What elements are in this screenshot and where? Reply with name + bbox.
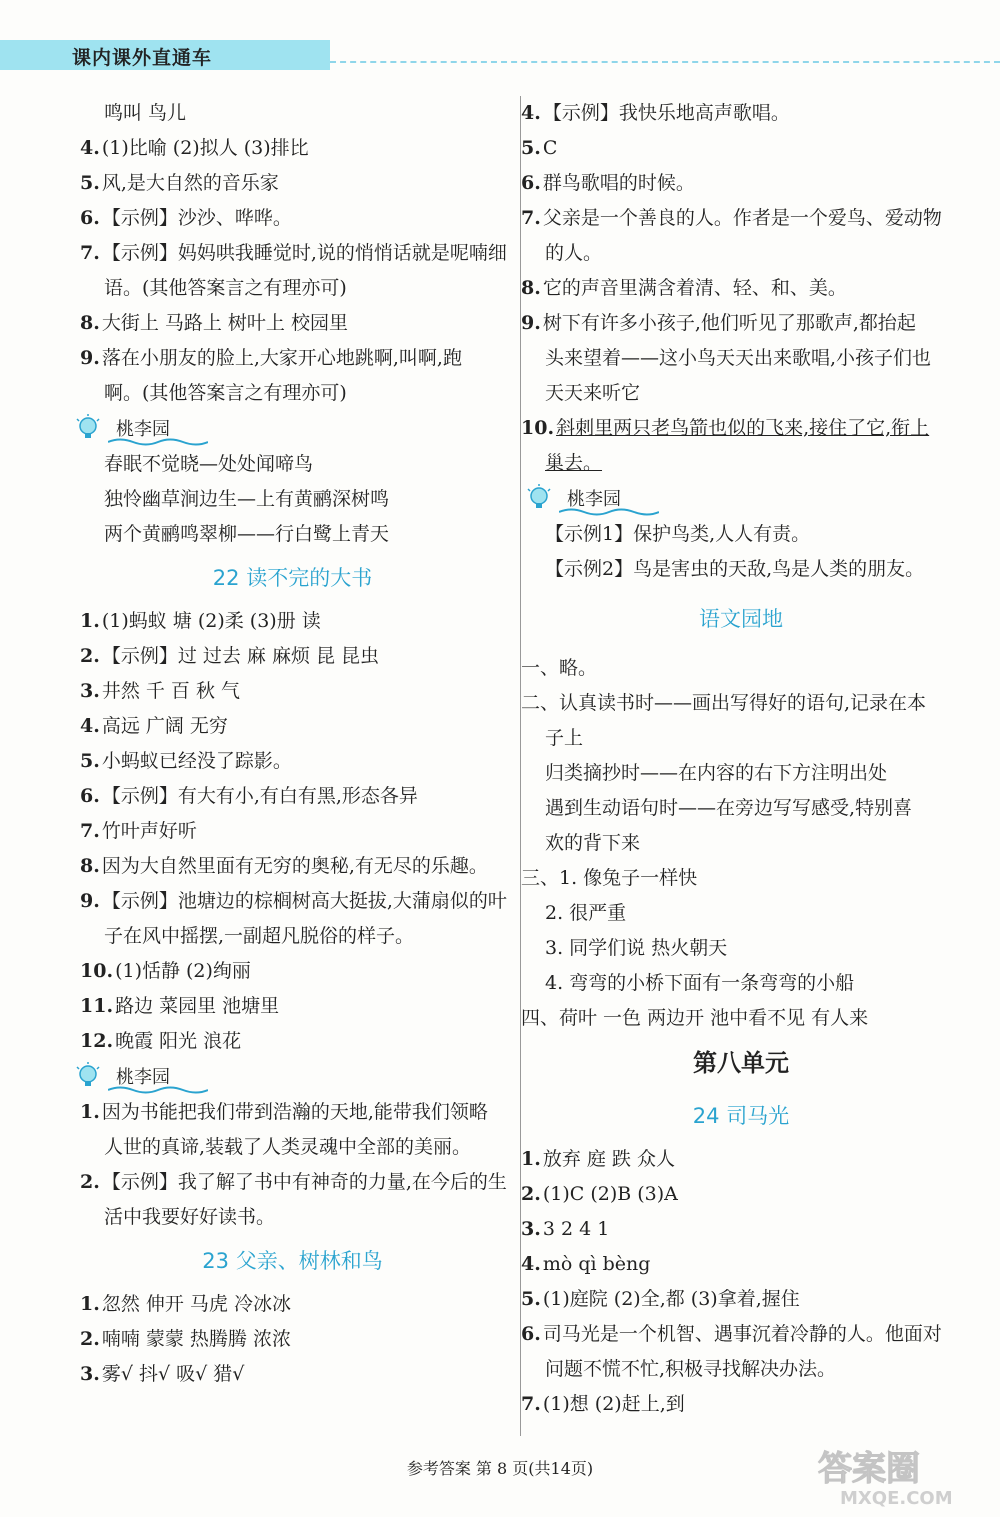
lightbulb-icon — [74, 1061, 108, 1091]
answer-line: 5. 小蚂蚁已经没了踪影。 — [80, 750, 292, 772]
svg-text:答案圈: 答案圈 — [818, 1449, 920, 1489]
answer-line: 7. 竹叶声好听 — [80, 820, 197, 842]
taoli-label: 桃李园 — [116, 1067, 170, 1088]
answer-line: 8. 因为大自然里面有无穷的奥秘,有无尽的乐趣。 — [80, 855, 488, 877]
answer-line: 6. 【示例】沙沙、哗哗。 — [80, 207, 292, 229]
answer-line: 4. 弯弯的小桥下面有一条弯弯的小船 — [545, 972, 855, 994]
answer-line: 12. 晚霞 阳光 浪花 — [80, 1030, 242, 1052]
answer-line: 子上 — [545, 727, 584, 749]
answer-line: 【示例1】保护鸟类,人人有责。 — [545, 523, 811, 545]
answer-line: 9. 落在小朋友的脸上,大家开心地跳啊,叫啊,跑 — [80, 347, 462, 369]
answer-line: 9. 【示例】池塘边的棕榈树高大挺拔,大蒲扇似的叶 — [80, 890, 507, 912]
answer-line: 6. 【示例】有大有小,有白有黑,形态各异 — [80, 785, 418, 807]
answer-line: 问题不慌不忙,积极寻找解决办法。 — [545, 1358, 837, 1380]
answer-line: 4. (1)比喻 (2)拟人 (3)排比 — [80, 137, 309, 159]
wave-decoration — [108, 1085, 208, 1095]
answer-line: 3. 3 2 4 1 — [521, 1218, 610, 1240]
answer-line: 6. 司马光是一个机智、遇事沉着冷静的人。他面对 — [521, 1323, 942, 1345]
answer-line: 1. (1)蚂蚁 塘 (2)柔 (3)册 读 — [80, 610, 321, 632]
answer-line: 啊。(其他答案言之有理亦可) — [104, 382, 347, 404]
answer-line: 头来望着——这小鸟天天出来歌唱,小孩子们也 — [545, 347, 932, 369]
taoli-heading — [80, 1059, 505, 1095]
answer-line: 7. 父亲是一个善良的人。作者是一个爱鸟、爱动物 — [521, 207, 942, 229]
answer-line: 3. 井然 千 百 秋 气 — [80, 680, 241, 702]
answer-line: 鸣叫 鸟儿 — [104, 102, 187, 124]
answer-line: 巢去。 — [545, 452, 603, 474]
answer-line: 遇到生动语句时——在旁边写写感受,特别喜 — [545, 797, 913, 819]
answer-line: 4. 高远 广阔 无穷 — [80, 715, 228, 737]
wave-decoration — [108, 437, 208, 447]
answer-line: 6. 群鸟歌唱的时候。 — [521, 172, 695, 194]
left-column — [80, 96, 505, 1392]
svg-text:MXQE.COM: MXQE.COM — [840, 1488, 953, 1509]
answer-line: 5. 风,是大自然的音乐家 — [80, 172, 279, 194]
answer-line: 归类摘抄时——在内容的右下方注明出处 — [545, 762, 888, 784]
answer-line: 的人。 — [545, 242, 603, 264]
lightbulb-icon — [525, 483, 559, 513]
answer-line: 10. (1)恬静 (2)绚丽 — [80, 960, 251, 982]
answer-line: 2. (1)C (2)B (3)A — [521, 1183, 678, 1205]
taoli-heading — [521, 481, 961, 517]
taoli-label: 桃李园 — [567, 489, 621, 510]
answer-line: 9. 树下有许多小孩子,他们听见了那歌声,都抬起 — [521, 312, 916, 334]
header-divider — [330, 61, 1000, 63]
answer-line: 2. 喃喃 蒙蒙 热腾腾 浓浓 — [80, 1328, 291, 1350]
answer-line: 语。(其他答案言之有理亦可) — [104, 277, 347, 299]
lightbulb-icon — [74, 413, 108, 443]
answer-line: 8. 它的声音里满含着清、轻、和、美。 — [521, 277, 847, 299]
answer-line: 7. 【示例】妈妈哄我睡觉时,说的悄悄话就是呢喃细 — [80, 242, 507, 264]
answer-line: 2. 【示例】我了解了书中有神奇的力量,在今后的生 — [80, 1171, 507, 1193]
answer-line: 欢的背下来 — [545, 832, 641, 854]
answer-line: 4. 【示例】我快乐地高声歌唱。 — [521, 102, 790, 124]
answer-line: 【示例2】鸟是害虫的天敌,鸟是人类的朋友。 — [545, 558, 925, 580]
answer-line: 子在风中摇摆,一副超凡脱俗的样子。 — [104, 925, 415, 947]
taoli-heading — [80, 411, 505, 447]
answer-line: 11. 路边 菜园里 池塘里 — [80, 995, 280, 1017]
answer-line: 1. 因为书能把我们带到浩瀚的天地,能带我们领略 — [80, 1101, 488, 1123]
right-column — [520, 96, 961, 1436]
answer-line: 8. 大街上 马路上 树叶上 校园里 — [80, 312, 348, 334]
answer-line: 5. C — [521, 137, 558, 159]
answer-line: 四、荷叶 一色 两边开 池中看不见 有人来 — [521, 1007, 869, 1029]
page-footer: 参考答案 第 8 页(共14页) — [406, 1459, 594, 1478]
answer-line: 3. 同学们说 热火朝天 — [545, 937, 728, 959]
answer-line: 人世的真谛,装载了人类灵魂中全部的美丽。 — [104, 1136, 472, 1158]
answer-line: 两个黄鹂鸣翠柳——行白鹭上青天 — [104, 523, 390, 545]
unit-title: 第八单元 — [693, 1048, 789, 1077]
answer-line: 7. (1)想 (2)赶上,到 — [521, 1393, 685, 1415]
section-title-23: 23 父亲、树林和鸟 — [202, 1249, 383, 1273]
taoli-label: 桃李园 — [116, 419, 170, 440]
answer-line: 1. 忽然 伸开 马虎 冷冰冰 — [80, 1293, 291, 1315]
answer-line: 5. (1)庭院 (2)全,都 (3)拿着,握住 — [521, 1288, 800, 1310]
answer-line: 2. 很严重 — [545, 902, 627, 924]
watermark-logo — [810, 1440, 990, 1510]
answer-line: 三、1. 像兔子一样快 — [521, 867, 698, 889]
answer-line: 二、认真读书时——画出写得好的语句,记录在本 — [521, 692, 927, 714]
answer-line: 1. 放弃 庭 跌 众人 — [521, 1148, 675, 1170]
answer-line: 春眠不觉晓—处处闻啼鸟 — [104, 453, 314, 475]
section-title-24: 24 司马光 — [692, 1104, 790, 1128]
answer-line: 独怜幽草涧边生—上有黄鹂深树鸣 — [104, 488, 390, 510]
answer-line: 活中我要好好读书。 — [104, 1206, 276, 1228]
answer-line: 天天来听它 — [545, 382, 641, 404]
section-title-yuwen: 语文园地 — [699, 607, 783, 631]
answer-line: 一、略。 — [521, 657, 598, 679]
answer-line: 3. 雾√ 抖√ 吸√ 猎√ — [80, 1363, 245, 1385]
answer-line: 10. 斜刺里两只老鸟箭也似的飞来,接住了它,衔上 — [521, 417, 930, 439]
section-title-22: 22 读不完的大书 — [212, 566, 373, 590]
answer-line: 4. mò qì bèng — [521, 1253, 651, 1275]
answer-line: 2. 【示例】过 过去 麻 麻烦 昆 昆虫 — [80, 645, 380, 667]
page-header-title: 课内课外直通车 — [72, 47, 213, 69]
wave-decoration — [559, 507, 659, 517]
